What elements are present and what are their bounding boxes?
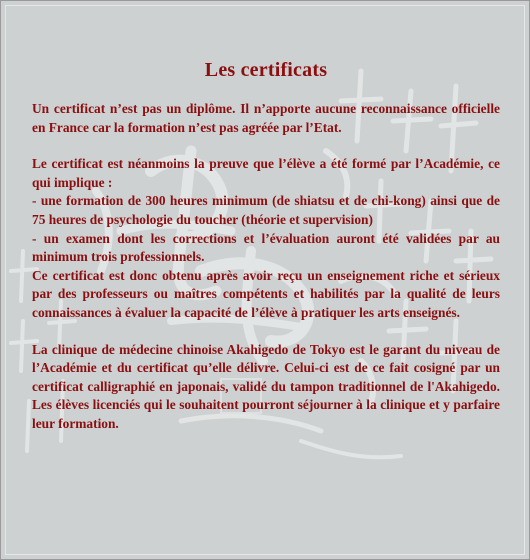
paragraph-intro: Un certificat n’est pas un diplôme. Il n’apporte aucune reconnaissance officielle en France car la formation n’est pas agréée par l’Etat. (32, 101, 500, 135)
paragraph-proof: Le certificat est néanmoins la preuve que l’élève a été formé par l’Académie, ce qui implique : (32, 156, 500, 190)
spacer (32, 137, 500, 155)
paragraph-clinic: La clinique de médecine chinoise Akahigedo de Tokyo est le garant du niveau de l’Académie et du certificat qu’elle délivre. Celui-ci est de ce fait cosigné par un certificat calligraphié en japonais, validé du tampon traditionnel de l'Akahigedo. Les élèves licenciés qui le souhaitent pourront séjourner à la clinique et y parfaire leur formation. (32, 341, 500, 431)
spacer (32, 323, 500, 341)
document-body (32, 59, 500, 434)
paragraph-exam-item: - un examen dont les corrections et l’évaluation auront été validées par au minimum trois professionnels. (32, 230, 500, 265)
paragraph-training-item: - une formation de 300 heures minimum (de shiatsu et de chi-kong) ainsi que de 75 heures de psychologie du toucher (théorie et supervision) (32, 193, 500, 227)
paragraph-teaching: Ce certificat est donc obtenu après avoir reçu un enseignement riche et sérieux par des professeurs ou maîtres compétents et habilités par la qualité de leurs connaissances à évaluer la capacité de l’élève à pratiquer les arts enseignés. (32, 267, 500, 320)
page-title: Les certificats (204, 59, 328, 81)
